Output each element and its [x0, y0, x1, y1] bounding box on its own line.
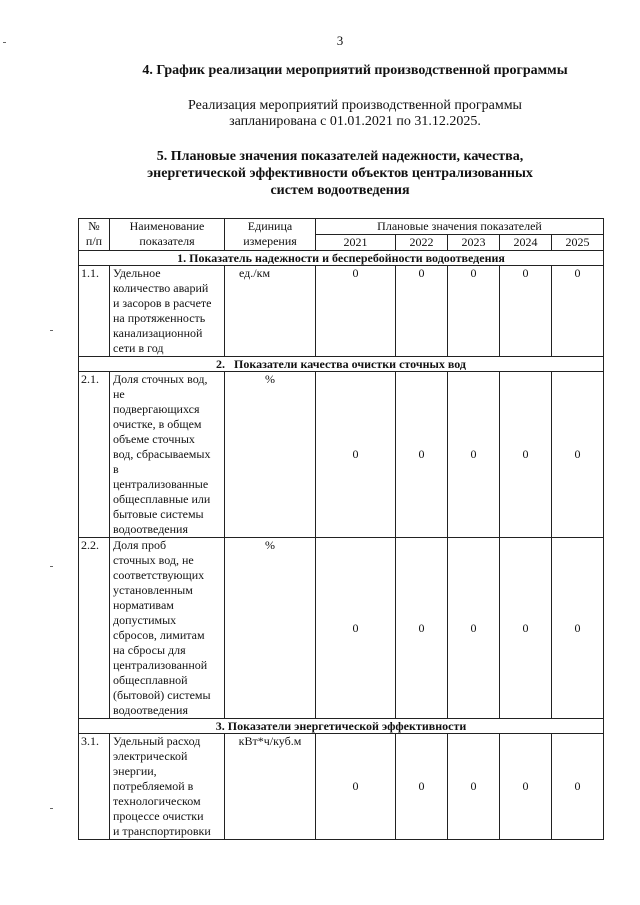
- row-name-line: централизованной: [113, 658, 208, 672]
- row-name-line: установленным: [113, 583, 193, 597]
- row-value: 0: [552, 266, 604, 357]
- row-name-line: водоотведения: [113, 703, 188, 717]
- row-value: 0: [396, 266, 448, 357]
- header-unit: [225, 219, 316, 251]
- section-row: [79, 357, 604, 372]
- page-number: 3: [336, 33, 344, 48]
- indicators-table: [78, 218, 604, 840]
- row-num: 2.1.: [79, 372, 110, 538]
- row-name-line: очистке, в общем: [113, 417, 202, 431]
- row-value: 0: [500, 372, 552, 538]
- row-name: [110, 372, 225, 538]
- row-name-line: энергии,: [113, 764, 157, 778]
- row-name-line: общесплавной: [113, 673, 188, 687]
- row-name-line: сбросов, лимитам: [113, 628, 205, 642]
- row-value: 0: [448, 266, 500, 357]
- row-value: 0: [552, 734, 604, 840]
- section-title: 3. Показатели энергетической эффективности: [79, 719, 604, 734]
- row-name-line: Удельное: [113, 266, 161, 280]
- margin-mark: [50, 808, 53, 809]
- row-unit: %: [225, 372, 316, 538]
- row-name-line: сточных вод, не: [113, 553, 194, 567]
- row-num: 2.2.: [79, 538, 110, 719]
- row-name-line: на протяженность: [113, 311, 206, 325]
- row-value: 0: [448, 538, 500, 719]
- header-year: 2023: [448, 235, 500, 251]
- margin-mark: [50, 330, 53, 331]
- section-title: 1. Показатель надежности и бесперебойности водоотведения: [79, 251, 604, 266]
- row-value: 0: [552, 538, 604, 719]
- header-name-line-2: показателя: [139, 234, 195, 248]
- header-unit-line-1: Единица: [247, 219, 293, 233]
- section-4-heading: 4. График реализации мероприятий производственной программы: [142, 63, 568, 78]
- row-name-line: общесплавные или: [113, 492, 211, 506]
- row-name: [110, 266, 225, 357]
- header-year: 2025: [552, 235, 604, 251]
- row-name-line: и транспортировки: [113, 824, 211, 838]
- row-value: 0: [500, 266, 552, 357]
- row-name-line: соответствующих: [113, 568, 205, 582]
- implementation-text: [0, 98, 640, 130]
- row-name-line: электрической: [113, 749, 188, 763]
- row-value: 0: [500, 538, 552, 719]
- row-name-line: нормативам: [113, 598, 174, 612]
- row-name-line: Удельный расход: [113, 734, 201, 748]
- margin-mark: [3, 42, 6, 43]
- header-unit-line-2: измерения: [243, 234, 297, 248]
- row-value: 0: [552, 372, 604, 538]
- implementation-text-line-1: Реализация мероприятий производственной программы: [188, 98, 522, 113]
- row-unit: %: [225, 538, 316, 719]
- section-row: [79, 719, 604, 734]
- row-name: [110, 734, 225, 840]
- table-row: [79, 266, 604, 357]
- row-name-line: процессе очистки: [113, 809, 204, 823]
- row-name-line: в: [113, 462, 119, 476]
- header-name-line-1: Наименование: [129, 219, 205, 233]
- row-name-line: вод, сбрасываемых: [113, 447, 211, 461]
- table-row: [79, 734, 604, 840]
- row-value: 0: [316, 266, 396, 357]
- implementation-text-line-2: запланирована с 01.01.2021 по 31.12.2025.: [229, 114, 481, 129]
- section-5-heading-line-2: энергетической эффективности объектов централизованных: [147, 166, 533, 181]
- row-name-line: количество аварий: [113, 281, 209, 295]
- row-value: 0: [316, 372, 396, 538]
- row-value: 0: [448, 372, 500, 538]
- table-header-row-1: [79, 219, 604, 235]
- row-num: 3.1.: [79, 734, 110, 840]
- row-value: 0: [316, 538, 396, 719]
- row-name-line: и засоров в расчете: [113, 296, 212, 310]
- row-name-line: допустимых: [113, 613, 177, 627]
- row-value: 0: [448, 734, 500, 840]
- header-year: 2024: [500, 235, 552, 251]
- margin-mark: [50, 566, 53, 567]
- table-row: [79, 538, 604, 719]
- row-name-line: объеме сточных: [113, 432, 195, 446]
- header-year: 2021: [316, 235, 396, 251]
- row-value: 0: [396, 538, 448, 719]
- row-name-line: Доля сточных вод,: [113, 372, 208, 386]
- section-title: 2. Показатели качества очистки сточных вод: [79, 357, 604, 372]
- row-name-line: централизованные: [113, 477, 209, 491]
- row-name-line: водоотведения: [113, 522, 188, 536]
- row-name-line: не: [113, 387, 125, 401]
- header-plan-values: Плановые значения показателей: [316, 219, 604, 235]
- row-name-line: канализационной: [113, 326, 203, 340]
- table-row: [79, 372, 604, 538]
- header-num: [79, 219, 110, 251]
- header-name: [110, 219, 225, 251]
- row-value: 0: [396, 372, 448, 538]
- row-value: 0: [316, 734, 396, 840]
- row-name-line: на сбросы для: [113, 643, 186, 657]
- row-unit: кВт*ч/куб.м: [225, 734, 316, 840]
- section-5-heading-line-1: 5. Плановые значения показателей надежности, качества,: [156, 149, 524, 164]
- row-value: 0: [396, 734, 448, 840]
- row-name: [110, 538, 225, 719]
- row-name-line: Доля проб: [113, 538, 167, 552]
- header-num-line-1: №: [88, 219, 100, 233]
- row-name-line: бытовые системы: [113, 507, 204, 521]
- row-name-line: подвергающихся: [113, 402, 200, 416]
- row-num: 1.1.: [79, 266, 110, 357]
- row-unit: ед./км: [225, 266, 316, 357]
- row-value: 0: [500, 734, 552, 840]
- row-name-line: сети в год: [113, 341, 164, 355]
- row-name-line: технологическом: [113, 794, 201, 808]
- section-row: [79, 251, 604, 266]
- header-num-line-2: п/п: [85, 234, 103, 248]
- row-name-line: потребляемой в: [113, 779, 194, 793]
- header-year: 2022: [396, 235, 448, 251]
- section-5-heading-line-3: систем водоотведения: [270, 183, 410, 198]
- row-name-line: (бытовой) системы: [113, 688, 211, 702]
- section-5-heading: [0, 148, 640, 199]
